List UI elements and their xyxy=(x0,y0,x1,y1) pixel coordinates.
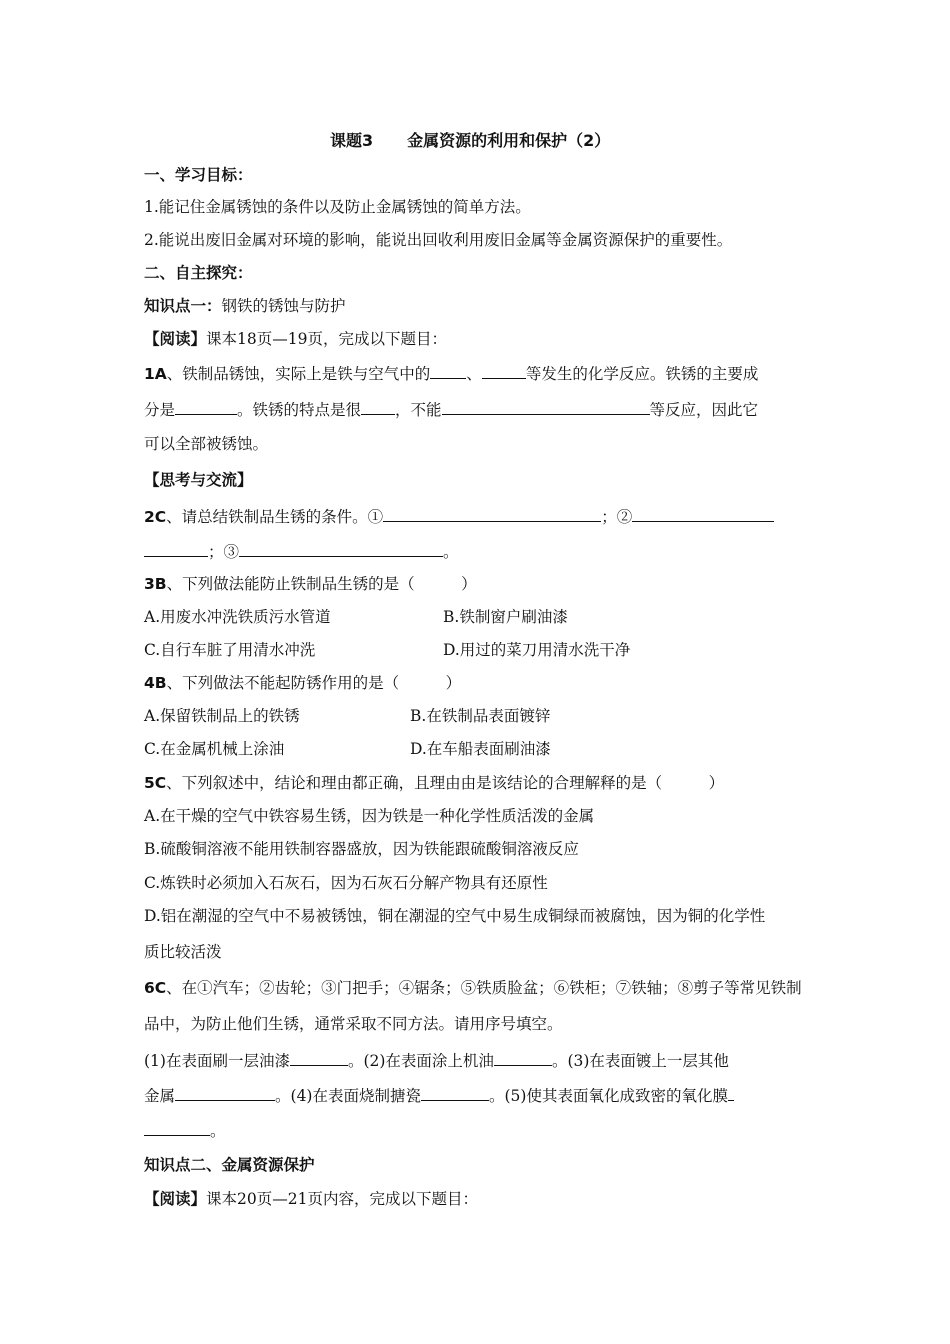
q6-text: 。(2)在表面涂上机油 xyxy=(347,1052,494,1070)
objective-1: 1.能记住金属锈蚀的条件以及防止金属锈蚀的简单方法。 xyxy=(144,198,531,216)
q4-option-a: A.保留铁制品上的铁锈 xyxy=(144,707,300,725)
q5-stem xyxy=(144,773,724,793)
q1-text: 等发生的化学反应。铁锈的主要成 xyxy=(525,365,759,383)
q6-text: 金属 xyxy=(144,1087,176,1105)
q5-option-a: A.在干燥的空气中铁容易生锈，因为铁是一种化学性质活泼的金属 xyxy=(144,807,595,825)
q5-id: 5C xyxy=(144,774,167,792)
q5-option-d-2: 质比较活泼 xyxy=(144,943,222,961)
q1-id: 1A xyxy=(144,365,167,383)
kp2-read xyxy=(144,1189,478,1209)
q4-id: 4B xyxy=(144,674,167,692)
q6-blank-3[interactable] xyxy=(175,1084,275,1101)
think-label: 【思考与交流】 xyxy=(144,471,253,489)
q3-option-c: C.自行车脏了用清水冲洗 xyxy=(144,641,316,659)
kp1-heading-rest: 钢铁的锈蚀与防护 xyxy=(221,297,346,315)
q1-text: 、 xyxy=(466,365,482,383)
q3-stem xyxy=(144,574,477,594)
kp1-heading xyxy=(144,296,346,316)
q5-text: 、下列叙述中，结论和理由都正确，且理由由是该结论的合理解释的是（ ） xyxy=(166,774,725,792)
q1-text: 。铁锈的特点是很 xyxy=(237,401,362,419)
q1-line2 xyxy=(144,398,758,420)
q6-text: 。(4)在表面烧制搪瓷 xyxy=(275,1087,421,1105)
q3-option-a: A.用废水冲洗铁质污水管道 xyxy=(144,608,331,626)
q2-blank-3[interactable] xyxy=(239,540,443,557)
q6-text: 。 xyxy=(210,1122,226,1140)
q2-blank-2b[interactable] xyxy=(144,540,208,557)
q6-text: 。(3)在表面镀上一层其他 xyxy=(551,1052,729,1070)
kp1-read xyxy=(144,329,447,349)
q6-blank-4[interactable] xyxy=(421,1084,489,1101)
q6-blank-5a[interactable] xyxy=(728,1084,734,1101)
q2-blank-1[interactable] xyxy=(383,505,601,522)
q1-blank-3[interactable] xyxy=(175,398,237,415)
kp2-read-text: 课本20页—21页内容，完成以下题目： xyxy=(206,1190,478,1208)
q1-blank-5[interactable] xyxy=(442,398,650,415)
section2-heading: 二、自主探究： xyxy=(144,264,253,282)
q2-text: 、请总结铁制品生锈的条件。① xyxy=(166,508,384,526)
q1-blank-4[interactable] xyxy=(361,398,395,415)
q1-blank-2[interactable] xyxy=(482,362,526,379)
q1-text: 等反应，因此它 xyxy=(649,401,759,419)
objective-2: 2.能说出废旧金属对环境的影响，能说出回收利用废旧金属等金属资源保护的重要性。 xyxy=(144,231,733,249)
kp1-read-text: 课本18页—19页，完成以下题目： xyxy=(206,330,447,348)
q5-option-d-1: D.铝在潮湿的空气中不易被锈蚀，铜在潮湿的空气中易生成铜绿而被腐蚀，因为铜的化学性 xyxy=(144,907,766,925)
kp1-read-tag: 【阅读】 xyxy=(144,330,207,348)
q1-text: 、铁制品锈蚀，实际上是铁与空气中的 xyxy=(166,365,431,383)
page-title xyxy=(330,128,610,151)
q1-line1 xyxy=(144,362,758,384)
q6-blank-5[interactable] xyxy=(144,1119,210,1136)
q6-line2: 品中，为防止他们生锈，通常采取不同方法。请用序号填空。 xyxy=(144,1015,563,1033)
q2-blank-2[interactable] xyxy=(632,505,774,522)
q6-line4 xyxy=(144,1084,734,1106)
q4-option-d: D.在车船表面刷油漆 xyxy=(410,740,551,758)
title-number: 课题3 xyxy=(330,131,374,150)
kp2-read-tag: 【阅读】 xyxy=(144,1190,207,1208)
q6-id: 6C xyxy=(144,979,167,997)
q6-line3 xyxy=(144,1049,729,1071)
kp1-heading-label: 知识点一： xyxy=(144,297,222,315)
q1-text: 分是 xyxy=(144,401,176,419)
q4-stem xyxy=(144,673,461,693)
q2-text: 。 xyxy=(443,543,459,561)
q2-line2 xyxy=(144,540,459,562)
q6-line5 xyxy=(144,1119,226,1141)
q2-id: 2C xyxy=(144,508,167,526)
q3-option-d: D.用过的菜刀用清水洗干净 xyxy=(443,641,631,659)
q3-text: 、下列做法能防止铁制品生锈的是（ ） xyxy=(166,575,477,593)
q2-line1 xyxy=(144,505,774,527)
kp2-heading: 知识点二、金属资源保护 xyxy=(144,1156,315,1174)
q6-text: 。(5)使其表面氧化成致密的氧化膜 xyxy=(488,1087,728,1105)
q4-option-c: C.在金属机械上涂油 xyxy=(144,740,285,758)
title-name: 金属资源的利用和保护（2） xyxy=(407,131,611,150)
q6-text: (1)在表面刷一层油漆 xyxy=(144,1052,290,1070)
q1-text: ，不能 xyxy=(395,401,442,419)
q2-text: ；② xyxy=(601,508,633,526)
q3-id: 3B xyxy=(144,575,167,593)
q4-text: 、下列做法不能起防锈作用的是（ ） xyxy=(166,674,462,692)
q6-text: 、在①汽车；②齿轮；③门把手；④锯条；⑤铁质脸盆；⑥铁柜；⑦铁轴；⑧剪子等常见铁制 xyxy=(166,979,802,997)
q4-option-b: B.在铁制品表面镀锌 xyxy=(410,707,551,725)
q6-blank-1[interactable] xyxy=(290,1049,348,1066)
q5-option-b: B.硫酸铜溶液不能用铁制容器盛放，因为铁能跟硫酸铜溶液反应 xyxy=(144,840,579,858)
section1-heading: 一、学习目标： xyxy=(144,166,253,184)
q3-option-b: B.铁制窗户刷油漆 xyxy=(443,608,568,626)
q1-blank-1[interactable] xyxy=(430,362,466,379)
q5-option-c: C.炼铁时必须加入石灰石，因为石灰石分解产物具有还原性 xyxy=(144,874,548,892)
q1-line3: 可以全部被锈蚀。 xyxy=(144,435,269,453)
q2-text: ；③ xyxy=(208,543,240,561)
q6-line1 xyxy=(144,978,802,998)
q6-blank-2[interactable] xyxy=(494,1049,552,1066)
